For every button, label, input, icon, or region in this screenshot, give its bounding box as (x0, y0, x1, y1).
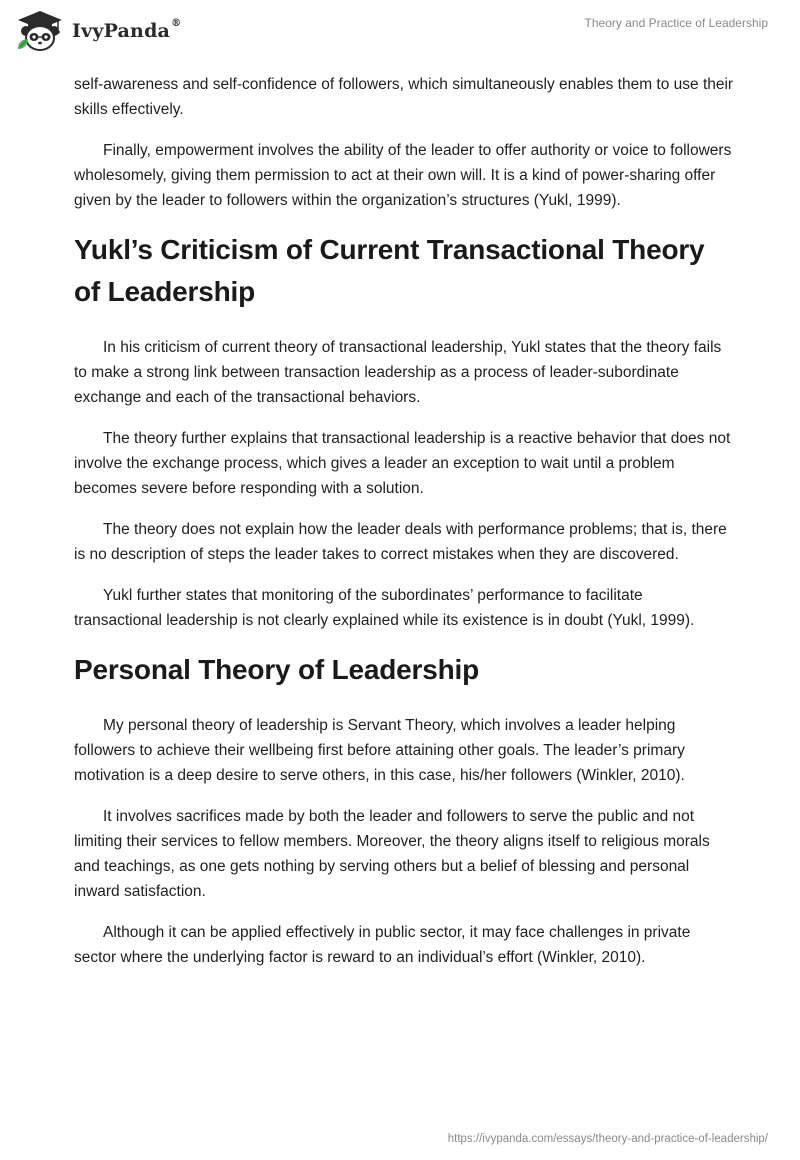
document-title: Theory and Practice of Leadership (584, 16, 768, 30)
panda-graduate-icon (14, 9, 66, 53)
brand-name: IvyPanda® (72, 18, 182, 42)
paragraph-yukl-4: Yukl further states that monitoring of the subordinates’ performance to facilitate transactional leadership is not clearly explained while its existence is in doubt (Yukl, 1999). (74, 587, 695, 629)
paragraph-personal-1: My personal theory of leadership is Servant Theory, which involves a leader helping followers to achieve their wellbeing first before attaining other goals. The leader’s primary motivation is a deep desire to serve others, in this case, his/her followers (Winkler, 2010). (74, 717, 685, 784)
heading-yukl-criticism: Yukl’s Criticism of Current Transactional Theory of Leadership (74, 234, 705, 307)
paragraph-personal-2: It involves sacrifices made by both the leader and followers to serve the public and not limiting their services to fellow members. Moreover, the theory aligns itself to religious morals and teachings, as one gets nothing by serving others but a belief of blessing and personal inward satisfaction. (74, 808, 710, 900)
paragraph-yukl-2: The theory further explains that transactional leadership is a reactive behavior that does not involve the exchange process, which gives a leader an exception to wait until a problem becomes severe before responding with a solution. (74, 430, 731, 497)
essay-body (74, 72, 734, 986)
page-header (0, 0, 800, 70)
heading-personal-theory: Personal Theory of Leadership (74, 654, 479, 685)
ivypanda-logo[interactable] (14, 9, 181, 53)
paragraph-yukl-1: In his criticism of current theory of transactional leadership, Yukl states that the theory fails to make a strong link between transaction leadership as a process of leader-subordinate exchange and each of the transactional behaviors. (74, 339, 722, 406)
source-url-link[interactable]: https://ivypanda.com/essays/theory-and-practice-of-leadership/ (447, 1133, 768, 1145)
paragraph-empowerment: Finally, empowerment involves the ability of the leader to offer authority or voice to followers wholesomely, giving them permission to act at their own will. It is a kind of power-sharing offer given by the leader to followers within the organization’s structures (Yukl, 1999). (74, 142, 732, 209)
paragraph-yukl-3: The theory does not explain how the leader deals with performance problems; that is, there is no description of steps the leader takes to correct mistakes when they are discovered. (74, 521, 727, 563)
paragraph-intro-continued: self-awareness and self-confidence of followers, which simultaneously enables them to use their skills effectively. (74, 76, 734, 118)
paragraph-personal-3: Although it can be applied effectively in public sector, it may face challenges in private sector where the underlying factor is reward to an individual’s effort (Winkler, 2010). (74, 924, 691, 966)
